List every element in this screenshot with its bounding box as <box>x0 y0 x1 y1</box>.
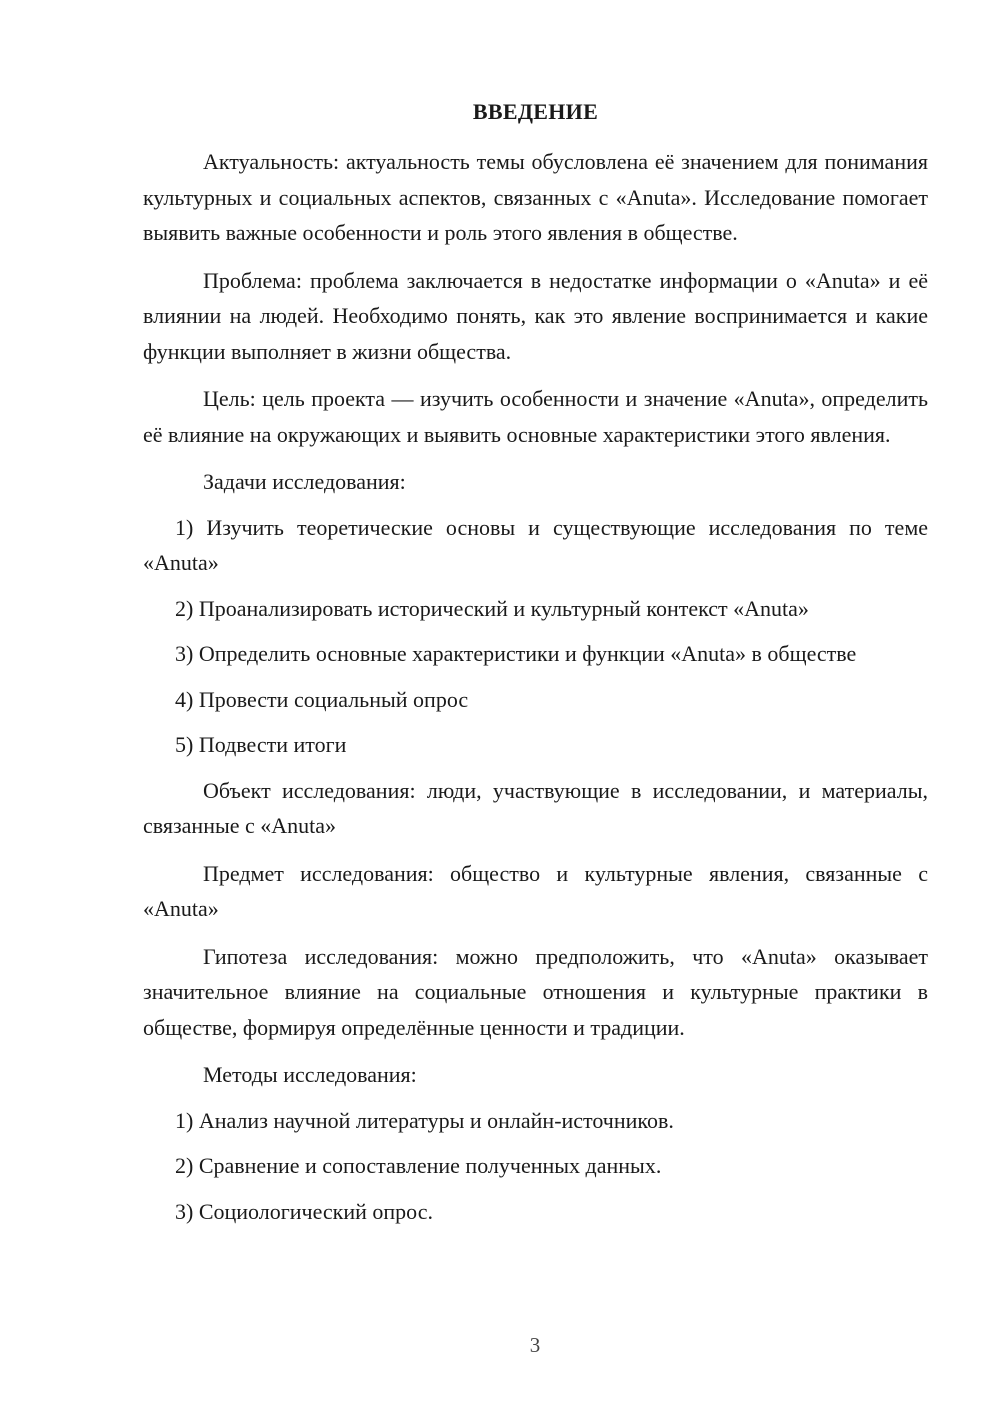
subject-paragraph: Предмет исследования: общество и культурные явления, связанные с «Anuta» <box>143 860 928 921</box>
task-item: 3) Определить основные характеристики и функции «Anuta» в обществе <box>175 641 857 666</box>
page-number: 3 <box>529 1333 541 1357</box>
task-item: 1) Изучить теоретические основы и существующие исследования по теме «Anuta» <box>143 514 928 575</box>
section-title: ВВЕДЕНИЕ <box>472 99 599 124</box>
method-item: 1) Анализ научной литературы и онлайн-источников. <box>175 1107 674 1133</box>
problem-paragraph: Проблема: проблема заключается в недостатке информации о «Anuta» и её влиянии на людей. Необходимо понять, как это явление воспринимается и какие функции выполняет в жизни общества. <box>143 267 928 364</box>
tasks-heading: Задачи исследования: <box>203 469 406 494</box>
goal-paragraph: Цель: цель проекта — изучить особенности и значение «Anuta», определить её влияние на окружающих и выявить основные характеристики этого явления. <box>143 386 928 447</box>
method-item: 2) Сравнение и сопоставление полученных данных. <box>175 1153 662 1178</box>
relevance-paragraph: Актуальность: актуальность темы обусловлена её значением для понимания культурных и социальных аспектов, связанных с «Anuta». Исследование помогает выявить важные особенности и роль этого явления в обществе. <box>143 149 928 245</box>
task-item: 2) Проанализировать исторический и культурный контекст «Anuta» <box>175 595 809 621</box>
method-item: 3) Социологический опрос. <box>175 1198 433 1224</box>
object-paragraph: Объект исследования: люди, участвующие в исследовании, и материалы, связанные с «Anuta» <box>143 777 928 838</box>
task-item: 5) Подвести итоги <box>175 732 347 757</box>
hypothesis-paragraph: Гипотеза исследования: можно предположить, что «Anuta» оказывает значительное влияние на социальные отношения и культурные практики в обществе, формируя определённые ценности и традиции. <box>143 943 928 1040</box>
document-page <box>143 96 928 1239</box>
methods-heading: Методы исследования: <box>203 1062 417 1087</box>
task-item: 4) Провести социальный опрос <box>175 686 469 712</box>
